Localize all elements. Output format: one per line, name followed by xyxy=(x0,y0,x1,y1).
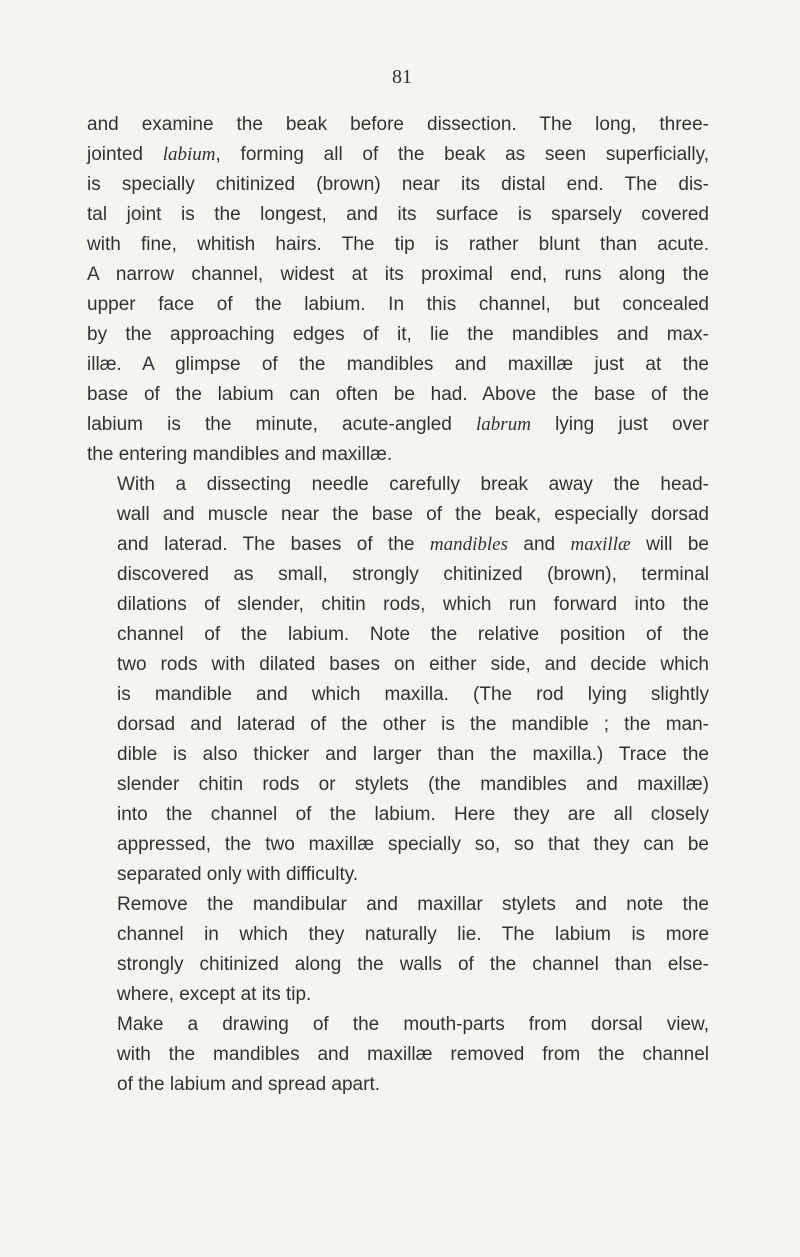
text-line: tal joint is the longest, and its surface is sparsely covered xyxy=(87,204,709,225)
body-text xyxy=(87,110,709,1100)
text-line: Make a drawing of the mouth-parts from dorsal view, xyxy=(117,1014,709,1035)
paragraph xyxy=(87,890,709,1010)
text-line: slender chitin rods or stylets (the mandibles and maxillæ) xyxy=(117,774,709,795)
paragraph xyxy=(87,470,709,890)
text-line: of the labium and spread apart. xyxy=(117,1074,381,1095)
text-line: and examine the beak before dissection. The long, three- xyxy=(87,114,709,135)
text-line: A narrow channel, widest at its proximal end, runs along the xyxy=(87,264,709,285)
text-line: two rods with dilated bases on either side, and decide which xyxy=(117,654,709,675)
text-line: dible is also thicker and larger than the maxilla.) Trace the xyxy=(117,744,709,765)
text-line: strongly chitinized along the walls of the channel than else- xyxy=(117,954,709,975)
text-line: wall and muscle near the base of the beak, especially dorsad xyxy=(117,504,709,525)
paragraph xyxy=(87,110,709,470)
italic-term: labium xyxy=(162,144,216,165)
text-line: jointed labium, forming all of the beak as seen superficially, xyxy=(87,144,709,165)
italic-term: maxillæ xyxy=(570,534,631,555)
text-line: the entering mandibles and maxillæ. xyxy=(87,444,393,465)
text-line: and laterad. The bases of the mandibles and maxillæ will be xyxy=(117,534,710,555)
text-line: into the channel of the labium. Here they are all closely xyxy=(117,804,709,825)
text-line: dorsad and laterad of the other is the mandible ; the man- xyxy=(117,714,709,735)
text-line: by the approaching edges of it, lie the mandibles and max- xyxy=(87,324,709,345)
text-line: is specially chitinized (brown) near its distal end. The dis- xyxy=(87,174,709,195)
text-line: with fine, whitish hairs. The tip is rather blunt than acute. xyxy=(87,234,709,255)
text-line: appressed, the two maxillæ specially so, so that they can be xyxy=(117,834,709,855)
italic-term: mandibles xyxy=(429,534,508,555)
text-line: With a dissecting needle carefully break away the head- xyxy=(117,474,709,495)
text-line: Remove the mandibular and maxillar stylets and note the xyxy=(117,894,709,915)
text-line: illæ. A glimpse of the mandibles and maxillæ just at the xyxy=(87,354,709,375)
text-line: discovered as small, strongly chitinized (brown), terminal xyxy=(117,564,709,585)
text-line: where, except at its tip. xyxy=(117,984,312,1005)
text-line: with the mandibles and maxillæ removed from the channel xyxy=(117,1044,709,1065)
page-number: 81 xyxy=(392,66,412,88)
text-line: is mandible and which maxilla. (The rod lying slightly xyxy=(117,684,709,705)
paragraph xyxy=(87,1010,709,1100)
text-line: dilations of slender, chitin rods, which run forward into the xyxy=(117,594,709,615)
text-line: labium is the minute, acute-angled labrum lying just over xyxy=(87,414,709,435)
italic-term: labrum xyxy=(476,414,531,435)
text-line: separated only with difficulty. xyxy=(117,864,359,885)
text-line: base of the labium can often be had. Above the base of the xyxy=(87,384,709,405)
text-line: channel of the labium. Note the relative position of the xyxy=(117,624,709,645)
text-line: upper face of the labium. In this channel, but concealed xyxy=(87,294,709,315)
text-line: channel in which they naturally lie. The labium is more xyxy=(117,924,709,945)
